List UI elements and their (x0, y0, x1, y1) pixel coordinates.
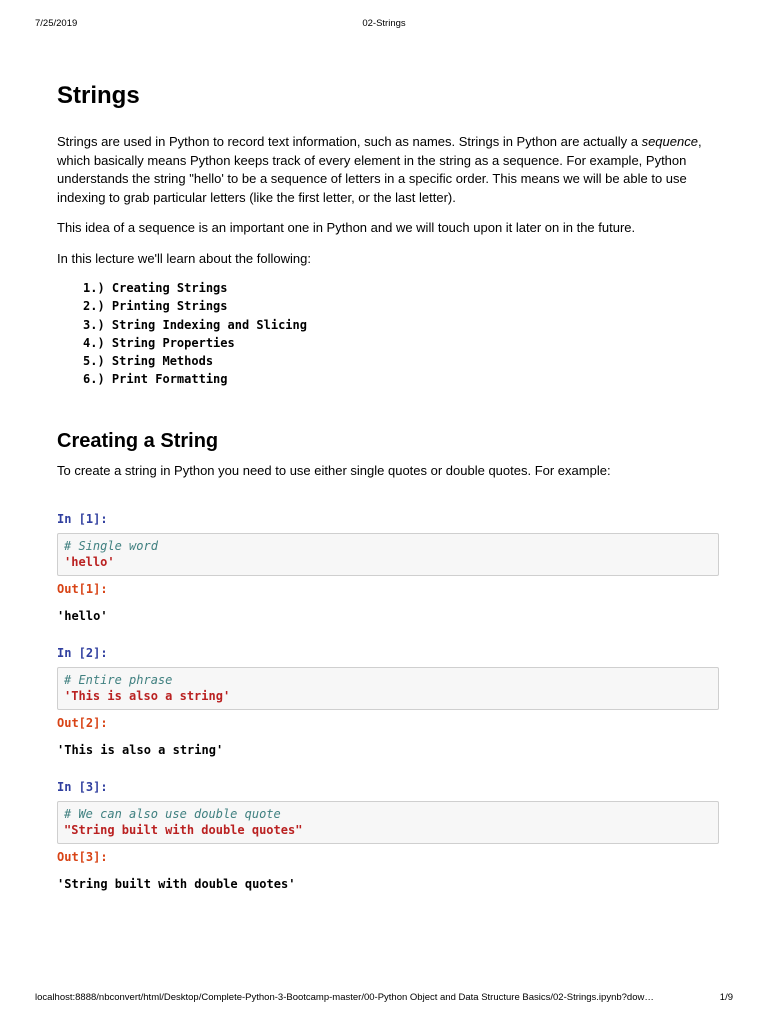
code-input[interactable] (57, 801, 719, 844)
output-prompt: Out[2]: (57, 716, 108, 730)
topic-item: 6.) Print Formatting (83, 372, 228, 387)
print-date: 7/25/2019 (35, 18, 78, 29)
notebook-cell (57, 779, 719, 892)
output-prompt: Out[1]: (57, 582, 108, 596)
print-header (35, 18, 733, 32)
input-prompt: In [3]: (57, 780, 108, 794)
topic-list (57, 279, 719, 389)
code-string: "String built with double quotes" (64, 822, 303, 837)
topic-item: 2.) Printing Strings (83, 299, 228, 314)
code-string: 'This is also a string' (64, 688, 231, 703)
page-number: 1/9 (719, 992, 733, 1003)
print-url: localhost:8888/nbconvert/html/Desktop/Complete-Python-3-Bootcamp-master/00-Python Object and Data Structure Basics/02-Strings.ipynb?dow… (35, 992, 654, 1003)
cell-output: 'This is also a string' (57, 743, 224, 757)
topic-item: 5.) String Methods (83, 354, 214, 369)
print-title: 02-Strings (362, 18, 406, 29)
input-prompt: In [2]: (57, 646, 108, 660)
notebook-cell (57, 511, 719, 624)
topic-item: 3.) String Indexing and Slicing (83, 317, 307, 332)
sequence-paragraph: This idea of a sequence is an important one in Python and we will touch upon it later on in the future. (57, 220, 636, 235)
cell-output: 'String built with double quotes' (57, 877, 296, 891)
code-comment: # We can also use double quote (64, 807, 281, 821)
lecture-paragraph: In this lecture we'll learn about the following: (57, 250, 311, 266)
section-title: Creating a String (57, 429, 219, 452)
cell-output: 'hello' (57, 609, 108, 623)
intro-emphasis: sequence (641, 134, 698, 149)
intro-paragraph (57, 133, 719, 207)
code-comment: # Entire phrase (64, 673, 173, 687)
intro-text-start: Strings are used in Python to record text information, such as names. Strings in Python are actually a (57, 134, 642, 149)
code-input[interactable] (57, 533, 719, 576)
print-footer (35, 992, 733, 1006)
code-string: 'hello' (64, 554, 115, 569)
notebook-cell (57, 645, 719, 758)
topic-item: 4.) String Properties (83, 335, 235, 350)
code-comment: # Single word (64, 539, 158, 553)
output-prompt: Out[3]: (57, 850, 108, 864)
topic-item: 1.) Creating Strings (83, 281, 228, 295)
section-paragraph: To create a string in Python you need to use either single quotes or double quotes. For example: (57, 462, 611, 478)
page-title: Strings (57, 82, 140, 109)
intro-text-end: , which basically means Python keeps track of every element in the string as a sequence. For example, Python understands the string "hello' to be a sequence of letters in a specific order. This means we will be able to use indexing to grab particular letters (like the first letter, or the last letter). (57, 134, 702, 205)
input-prompt: In [1]: (57, 512, 108, 526)
notebook-content (57, 80, 719, 480)
code-input[interactable] (57, 667, 719, 710)
